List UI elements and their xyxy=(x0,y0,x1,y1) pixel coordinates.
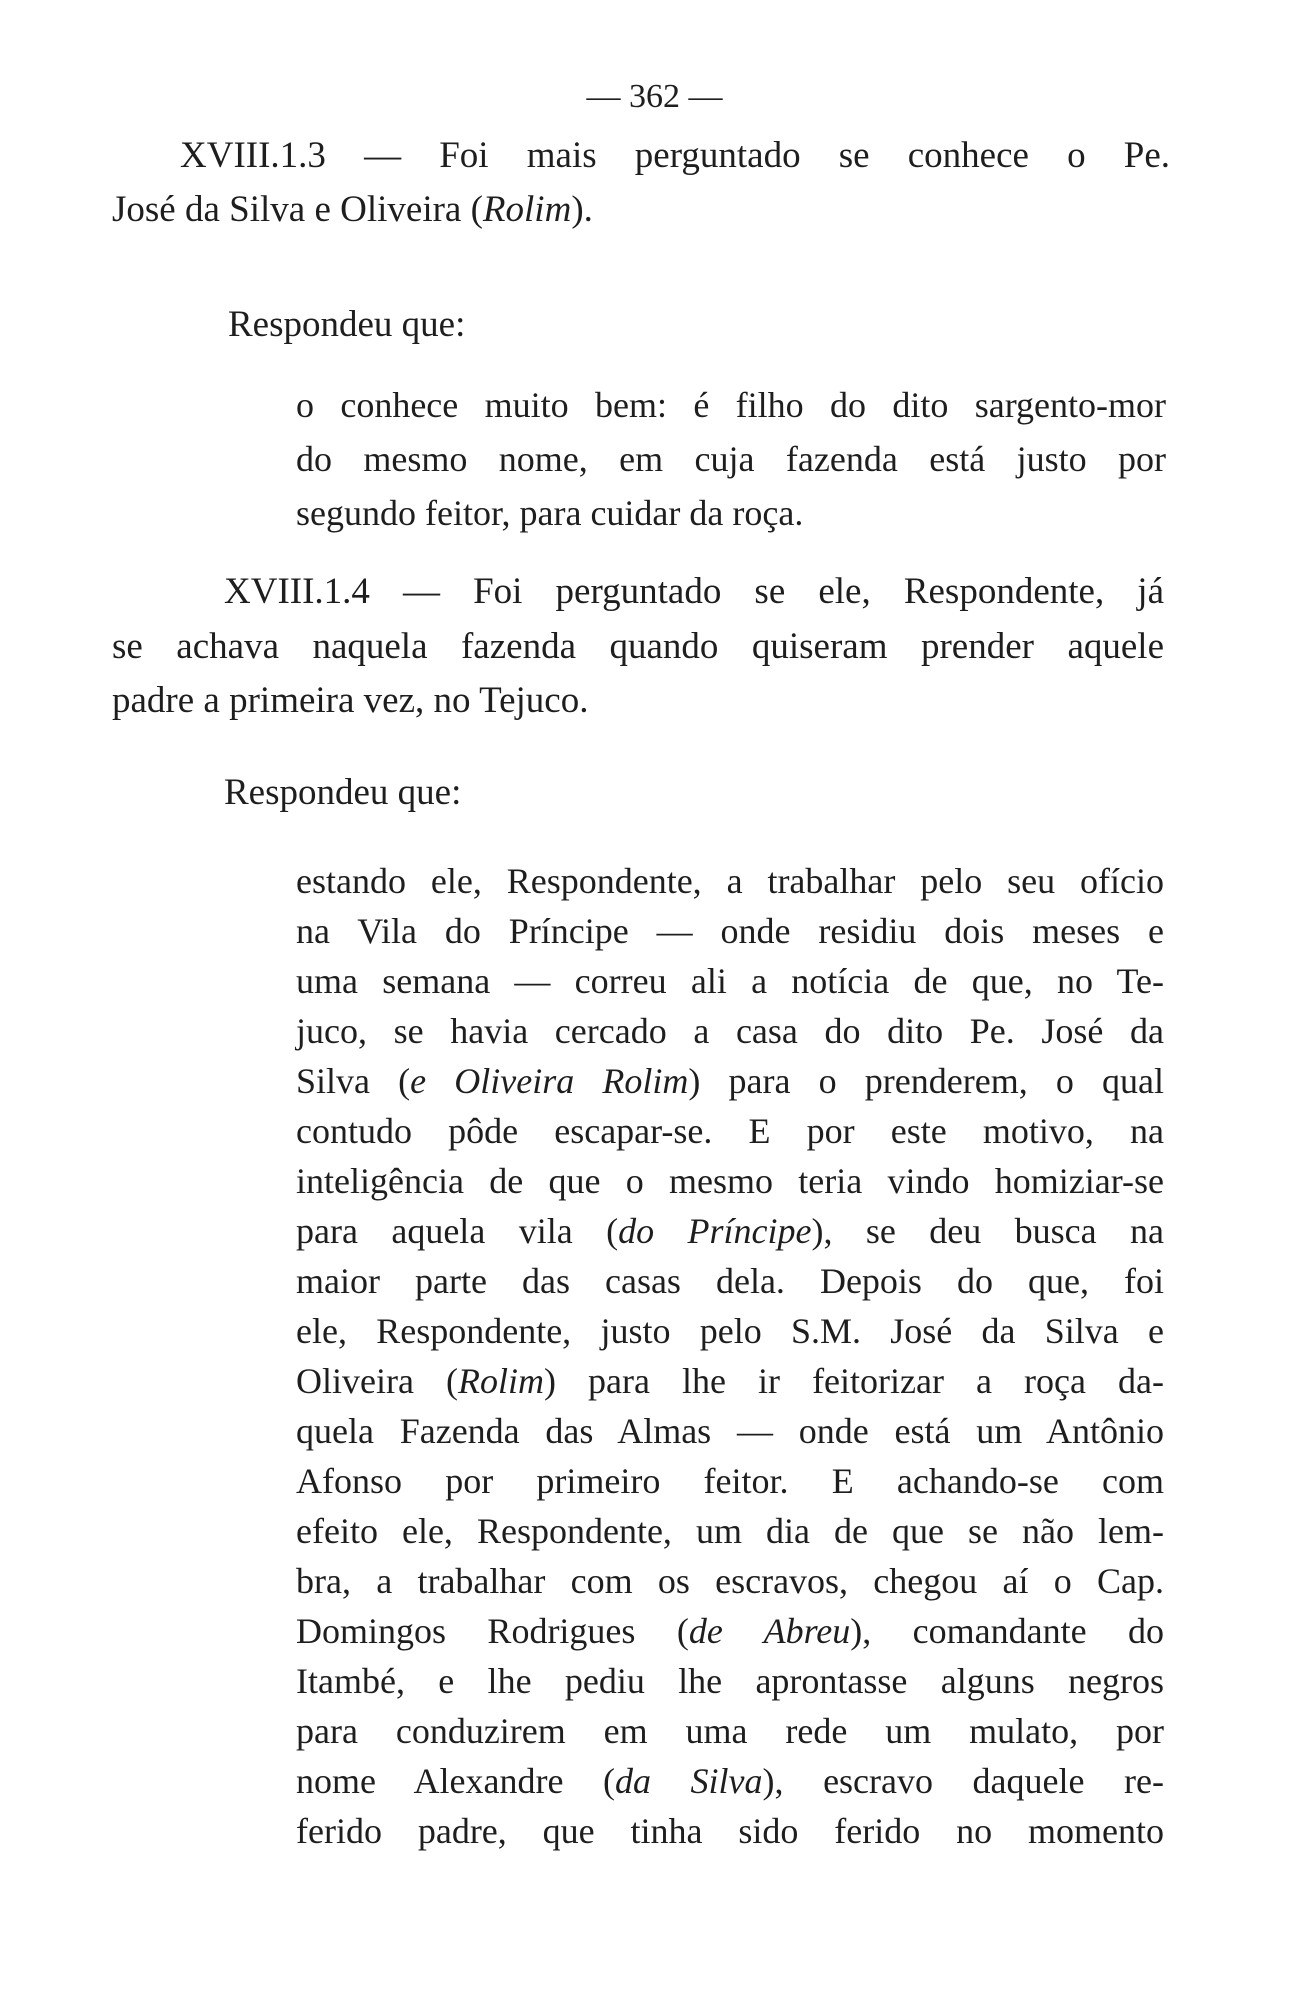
answer-line: Oliveira (Rolim) para lhe ir feitorizar a roça da- xyxy=(296,1361,1164,1401)
answer-line: Itambé, e lhe pediu lhe aprontasse alguns negros xyxy=(296,1661,1164,1701)
answer-line: estando ele, Respondente, a trabalhar pelo seu ofício xyxy=(296,861,1164,901)
answer-line: uma semana — correu ali a notícia de que, no Te- xyxy=(296,961,1164,1001)
respondeu-label: Respondeu que: xyxy=(228,304,466,345)
question-line: XVIII.1.3 — Foi mais perguntado se conhece o Pe. xyxy=(180,135,1170,176)
answer-line: maior parte das casas dela. Depois do que, foi xyxy=(296,1261,1164,1301)
answer-line: inteligência de que o mesmo teria vindo homiziar-se xyxy=(296,1161,1164,1201)
question-line: José da Silva e Oliveira (Rolim). xyxy=(112,189,593,230)
answer-line: para aquela vila (do Príncipe), se deu busca na xyxy=(296,1211,1164,1251)
question-line: padre a primeira vez, no Tejuco. xyxy=(112,680,589,721)
answer-line: nome Alexandre (da Silva), escravo daquele re- xyxy=(296,1761,1164,1801)
answer-line: do mesmo nome, em cuja fazenda está justo por xyxy=(296,439,1166,479)
answer-line: na Vila do Príncipe — onde residiu dois meses e xyxy=(296,911,1164,951)
answer-line: segundo feitor, para cuidar da roça. xyxy=(296,493,804,533)
answer-line: o conhece muito bem: é filho do dito sargento-mor xyxy=(296,385,1166,425)
respondeu-label: Respondeu que: xyxy=(224,772,462,813)
answer-line: Silva (e Oliveira Rolim) para o prenderem, o qual xyxy=(296,1061,1164,1101)
page-number: — 362 — xyxy=(586,78,723,115)
answer-line: efeito ele, Respondente, um dia de que se não lem- xyxy=(296,1511,1164,1551)
answer-line: bra, a trabalhar com os escravos, chegou aí o Cap. xyxy=(296,1561,1164,1601)
answer-line: Domingos Rodrigues (de Abreu), comandante do xyxy=(296,1611,1164,1651)
answer-line: ferido padre, que tinha sido ferido no momento xyxy=(296,1811,1164,1851)
answer-line: Afonso por primeiro feitor. E achando-se com xyxy=(296,1461,1164,1501)
answer-line: contudo pôde escapar-se. E por este motivo, na xyxy=(296,1111,1164,1151)
question-line: se achava naquela fazenda quando quiseram prender aquele xyxy=(112,626,1164,667)
answer-line: quela Fazenda das Almas — onde está um Antônio xyxy=(296,1411,1164,1451)
question-line: XVIII.1.4 — Foi perguntado se ele, Respondente, já xyxy=(224,571,1164,612)
answer-line: ele, Respondente, justo pelo S.M. José da Silva e xyxy=(296,1311,1164,1351)
answer-line: juco, se havia cercado a casa do dito Pe. José da xyxy=(296,1011,1164,1051)
answer-line: para conduzirem em uma rede um mulato, por xyxy=(296,1711,1164,1751)
